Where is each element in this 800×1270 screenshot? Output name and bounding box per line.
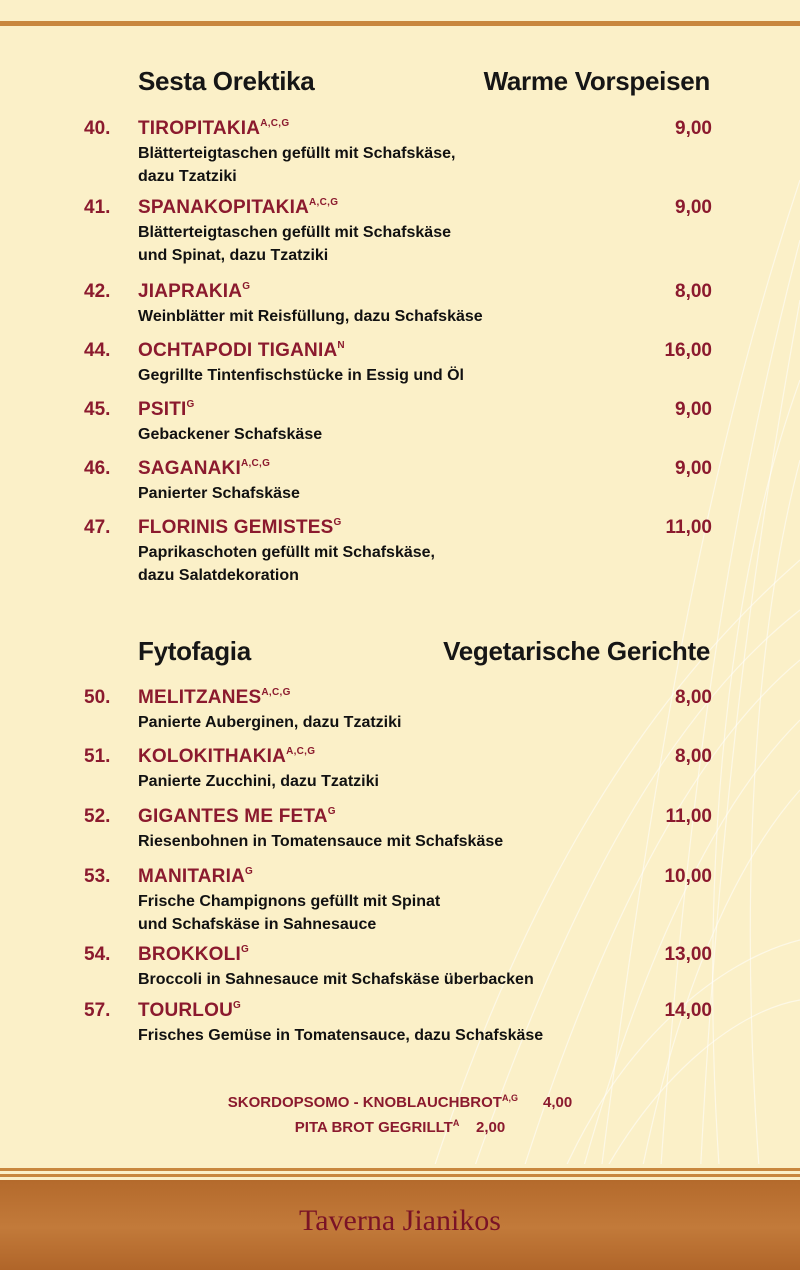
item-number: 51. bbox=[84, 746, 111, 767]
item-name: FLORINIS GEMISTES bbox=[138, 517, 334, 538]
item-price: 8,00 bbox=[675, 687, 712, 708]
menu-item-header bbox=[84, 944, 712, 968]
item-name-wrapper bbox=[138, 399, 675, 421]
section-header bbox=[138, 66, 710, 97]
section-header bbox=[138, 636, 710, 667]
menu-item bbox=[84, 806, 712, 853]
item-number: 42. bbox=[84, 281, 111, 302]
item-description bbox=[138, 890, 712, 936]
extra-name: PITA BROT GEGRILLT bbox=[294, 1119, 453, 1136]
extra-price: 4,00 bbox=[543, 1094, 573, 1111]
item-number: 54. bbox=[84, 944, 111, 965]
item-description bbox=[138, 711, 712, 734]
item-name: GIGANTES ME FETA bbox=[138, 806, 328, 827]
item-price: 11,00 bbox=[665, 806, 712, 827]
item-number: 44. bbox=[84, 340, 111, 361]
section-title-german: Warme Vorspeisen bbox=[483, 66, 710, 96]
description-line: dazu Salatdekoration bbox=[138, 567, 299, 584]
menu-item-header bbox=[84, 866, 712, 890]
item-name: SAGANAKI bbox=[138, 458, 241, 479]
item-name-wrapper bbox=[138, 1000, 664, 1022]
item-name-wrapper bbox=[138, 517, 666, 539]
item-price: 9,00 bbox=[675, 458, 712, 479]
allergen-codes: A,C,G bbox=[309, 197, 339, 208]
allergen-codes: G bbox=[242, 281, 251, 292]
extras-list bbox=[0, 1088, 800, 1138]
menu-item-header bbox=[84, 1000, 712, 1024]
menu-item bbox=[84, 118, 712, 188]
item-description bbox=[138, 482, 712, 505]
extra-item bbox=[0, 1113, 800, 1138]
description-line: Weinblätter mit Reisfüllung, dazu Schafskäse bbox=[138, 308, 483, 325]
menu-item bbox=[84, 1000, 712, 1047]
description-line: Riesenbohnen in Tomatensauce mit Schafskäse bbox=[138, 833, 504, 850]
allergen-codes: N bbox=[337, 340, 345, 351]
item-number: 53. bbox=[84, 866, 111, 887]
menu-item-header bbox=[84, 197, 712, 221]
item-name: MELITZANES bbox=[138, 687, 262, 708]
item-price: 10,00 bbox=[664, 866, 712, 887]
item-name-wrapper bbox=[138, 458, 675, 480]
item-price: 9,00 bbox=[675, 118, 712, 139]
menu-item-header bbox=[84, 687, 712, 711]
item-name-wrapper bbox=[138, 806, 666, 828]
item-description bbox=[138, 221, 712, 267]
item-price: 8,00 bbox=[675, 281, 712, 302]
menu-item bbox=[84, 197, 712, 267]
item-description bbox=[138, 830, 712, 853]
item-description bbox=[138, 364, 712, 387]
item-price: 9,00 bbox=[675, 197, 712, 218]
item-description bbox=[138, 770, 712, 793]
item-name-wrapper bbox=[138, 944, 664, 966]
item-description bbox=[138, 968, 712, 991]
item-name: OCHTAPODI TIGANIA bbox=[138, 340, 338, 361]
item-name-wrapper bbox=[138, 687, 675, 709]
item-name: TIROPITAKIA bbox=[138, 118, 261, 139]
menu-item bbox=[84, 687, 712, 734]
extra-price: 2,00 bbox=[476, 1119, 506, 1136]
extra-item bbox=[0, 1088, 800, 1113]
extra-name: SKORDOPSOMO - KNOBLAUCHBROT bbox=[227, 1094, 502, 1111]
allergen-codes: G bbox=[333, 517, 342, 528]
allergen-codes: G bbox=[327, 806, 336, 817]
menu-item-header bbox=[84, 340, 712, 364]
item-name: PSITI bbox=[138, 399, 187, 420]
allergen-codes: A bbox=[452, 1118, 460, 1128]
item-name-wrapper bbox=[138, 340, 664, 362]
item-number: 45. bbox=[84, 399, 111, 420]
menu-item bbox=[84, 866, 712, 936]
item-name: MANITARIA bbox=[138, 866, 245, 887]
item-number: 52. bbox=[84, 806, 111, 827]
item-number: 41. bbox=[84, 197, 111, 218]
item-name-wrapper bbox=[138, 197, 675, 219]
item-number: 50. bbox=[84, 687, 111, 708]
item-name-wrapper bbox=[138, 866, 664, 888]
item-description bbox=[138, 305, 712, 328]
item-price: 16,00 bbox=[664, 340, 712, 361]
item-price: 14,00 bbox=[664, 1000, 712, 1021]
item-name-wrapper bbox=[138, 118, 675, 140]
item-price: 8,00 bbox=[675, 746, 712, 767]
item-number: 57. bbox=[84, 1000, 111, 1021]
item-price: 11,00 bbox=[665, 517, 712, 538]
menu-item bbox=[84, 746, 712, 793]
item-name: JIAPRAKIA bbox=[138, 281, 243, 302]
menu-item-header bbox=[84, 399, 712, 423]
menu-item bbox=[84, 281, 712, 328]
description-line: Broccoli in Sahnesauce mit Schafskäse überbacken bbox=[138, 971, 534, 988]
top-border bbox=[0, 0, 800, 30]
description-line: Paprikaschoten gefüllt mit Schafskäse, bbox=[138, 544, 435, 561]
item-name: KOLOKITHAKIA bbox=[138, 746, 287, 767]
menu-item-header bbox=[84, 281, 712, 305]
item-description bbox=[138, 142, 712, 188]
item-description bbox=[138, 1024, 712, 1047]
item-description bbox=[138, 541, 712, 587]
allergen-codes: G bbox=[245, 866, 254, 877]
allergen-codes: G bbox=[240, 944, 250, 955]
item-name: SPANAKOPITAKIA bbox=[138, 197, 309, 218]
section-title-greek: Sesta Orektika bbox=[138, 66, 315, 96]
item-price: 13,00 bbox=[664, 944, 712, 965]
menu-item-header bbox=[84, 746, 712, 770]
menu-item bbox=[84, 458, 712, 505]
menu-item-header bbox=[84, 806, 712, 830]
description-line: Panierte Auberginen, dazu Tzatziki bbox=[138, 714, 402, 731]
description-line: Panierte Zucchini, dazu Tzatziki bbox=[138, 773, 379, 790]
menu-item-header bbox=[84, 458, 712, 482]
description-line: dazu Tzatziki bbox=[138, 168, 237, 185]
menu-item bbox=[84, 944, 712, 991]
description-line: Gebackener Schafskäse bbox=[138, 426, 323, 443]
description-line: Blätterteigtaschen gefüllt mit Schafskäse, bbox=[138, 145, 456, 162]
allergen-codes: A,C,G bbox=[240, 458, 271, 469]
item-number: 40. bbox=[84, 118, 111, 139]
section-title-german: Vegetarische Gerichte bbox=[443, 636, 710, 666]
description-line: Gegrillte Tintenfischstücke in Essig und Öl bbox=[138, 367, 464, 384]
item-name: TOURLOU bbox=[138, 1000, 233, 1021]
description-line: und Spinat, dazu Tzatziki bbox=[138, 247, 329, 264]
menu-item bbox=[84, 340, 712, 387]
item-number: 46. bbox=[84, 458, 111, 479]
item-name: BROKKOLI bbox=[138, 944, 241, 965]
allergen-codes: A,C,G bbox=[260, 118, 290, 129]
description-line: und Schafskäse in Sahnesauce bbox=[138, 916, 377, 933]
description-line: Panierter Schafskäse bbox=[138, 485, 300, 502]
allergen-codes: A,G bbox=[501, 1093, 518, 1103]
item-name-wrapper bbox=[138, 281, 675, 303]
allergen-codes: G bbox=[186, 399, 195, 410]
item-name-wrapper bbox=[138, 746, 675, 768]
menu-item-header bbox=[84, 517, 712, 541]
description-line: Frische Champignons gefüllt mit Spinat bbox=[138, 893, 441, 910]
allergen-codes: G bbox=[233, 1000, 242, 1011]
menu-item-header bbox=[84, 118, 712, 142]
item-price: 9,00 bbox=[675, 399, 712, 420]
section-title-greek: Fytofagia bbox=[138, 636, 251, 666]
menu-item bbox=[84, 517, 712, 587]
menu-item bbox=[84, 399, 712, 446]
description-line: Blätterteigtaschen gefüllt mit Schafskäse bbox=[138, 224, 451, 241]
item-description bbox=[138, 423, 712, 446]
item-number: 47. bbox=[84, 517, 111, 538]
restaurant-name: Taverna Jianikos bbox=[298, 1204, 501, 1237]
allergen-codes: A,C,G bbox=[261, 687, 291, 698]
allergen-codes: A,C,G bbox=[286, 746, 316, 757]
description-line: Frisches Gemüse in Tomatensauce, dazu Schafskäse bbox=[138, 1027, 544, 1044]
